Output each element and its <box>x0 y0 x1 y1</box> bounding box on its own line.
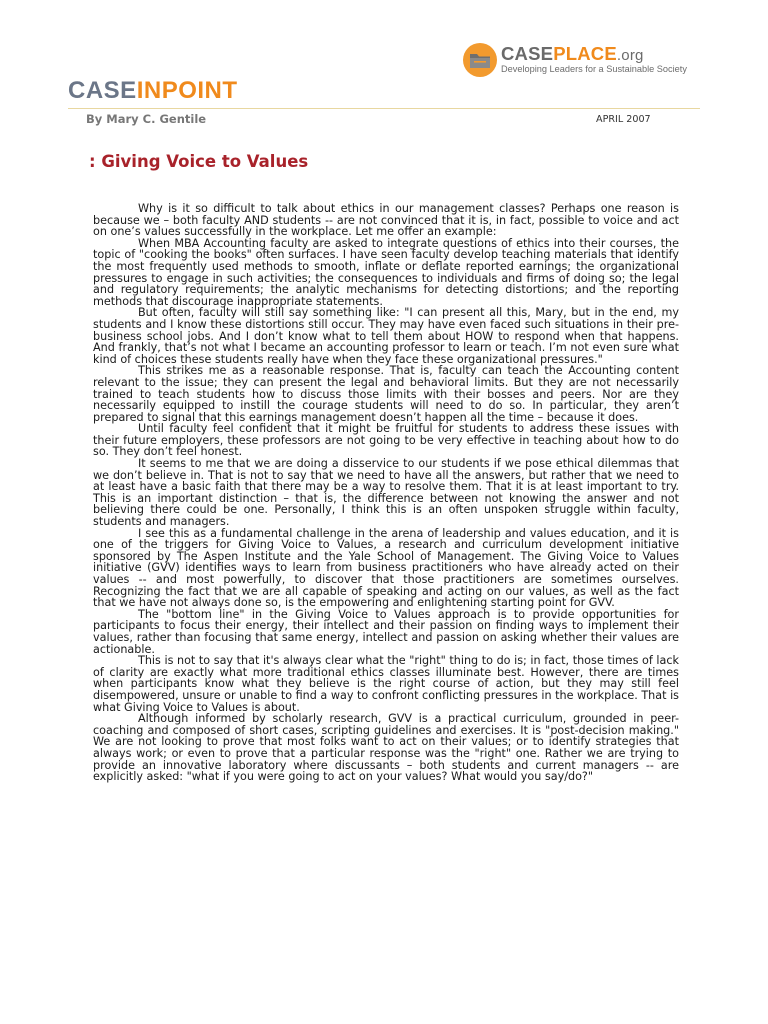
paragraph: When MBA Accounting faculty are asked to integrate questions of ethics into their courses, the topic of "cooking the books" often surfaces. I have seen faculty develop teaching materials that identify the most frequently used methods to smooth, inflate or deflate reported earnings; the organizational pressures to engage in such activities; the consequences to individuals and firms of doing so; the legal and regulatory requirements; the analytic mechanisms for detecting distortions; and the reporting methods that discourage inappropriate statements. <box>93 236 679 308</box>
folder-globe-icon <box>462 42 498 78</box>
article-title: : Giving Voice to Values <box>89 152 309 171</box>
article-body <box>93 203 679 783</box>
publication-date: APRIL 2007 <box>596 114 651 125</box>
paragraph: Although informed by scholarly research, GVV is a practical curriculum, grounded in peer-coaching and composed of short cases, scripting guidelines and exercises. It is "post-decision making." We are not looking to prove that most folks want to act on their values; or to identify strategies that always work; or even to prove that a particular response was the "right" one. Rather we are trying to provide an innovative laboratory where discussants – both students and current managers -- are explicitly asked: "what if you were going to act on your values? What would you say/do?" <box>93 712 679 784</box>
paragraph: The "bottom line" in the Giving Voice to Values approach is to provide opportunities for participants to focus their energy, their intellect and their passion on finding ways to implement their values, rather than focusing that same energy, intellect and passion on asking whether their values are actionable. <box>93 607 679 656</box>
paragraph: It seems to me that we are doing a disservice to our students if we pose ethical dilemmas that we don’t believe in. That is not to say that we need to have all the answers, but rather that we need to at least have a basic faith that there may be a way to resolve them. That it is at least important to try. This is an important distinction – that is, the difference between not knowing the answer and not believing there could be one. Personally, I think this is an often unspoken struggle within faculty, students and managers. <box>93 457 679 529</box>
paragraph: Why is it so difficult to talk about ethics in our management classes? Perhaps one reason is because we – both faculty AND students -- are not convinced that it is, in fact, possible to voice and act on one’s values successfully in the workplace. Let me offer an example: <box>93 202 679 239</box>
logo-name: CASEPLACE.org <box>501 43 644 64</box>
header-divider <box>68 108 700 109</box>
logo-tagline: Developing Leaders for a Sustainable Society <box>501 64 687 74</box>
paragraph: This strikes me as a reasonable response. That is, faculty can teach the Accounting content relevant to the issue; they can present the legal and behavioral limits. But they are not necessarily trained to teach students how to discuss those limits with their bosses and peers. Nor are they necessarily equipped to instill the courage students will need to do so. In particular, they aren’t prepared to signal that this earnings management doesn’t happen all the time – because it does. <box>93 364 679 424</box>
author-byline: By Mary C. Gentile <box>86 112 207 126</box>
paragraph: But often, faculty will still say something like: "I can present all this, Mary, but in the end, my students and I know these distortions still occur. They may have even faced such situations in their pre-business school jobs. And I don’t know what to tell them about HOW to respond when that happens. And frankly, that’s not what I became an accounting professor to learn or teach. I’m not even sure what kind of choices these students really have when they face these organizational pressures." <box>93 306 679 366</box>
paragraph: Until faculty feel confident that it might be fruitful for students to address these issues with their future employers, these professors are not going to be very effective in teaching about how to do so. They don’t feel honest. <box>93 422 679 459</box>
paragraph: This is not to say that it's always clear what the "right" thing to do is; in fact, those times of lack of clarity are exactly what more traditional ethics classes illuminate best. However, there are times when participants know what they believe is the right course of action, but they may still feel disempowered, unsure or unable to find a way to confront conflicting pressures in the workplace. That is what Giving Voice to Values is about. <box>93 654 680 714</box>
paragraph: I see this as a fundamental challenge in the arena of leadership and values education, and it is one of the triggers for Giving Voice to Values, a research and curriculum development initiative sponsored by The Aspen Institute and the Yale School of Management. The Giving Voice to Values initiative (GVV) identifies ways to learn from business practitioners who have already acted on their values -- and most powerfully, to discover that those practitioners are sometimes ourselves. Recognizing the fact that we are all capable of speaking and acting on our values, as well as the fact that we have not always done so, is the empowering and enlightening starting point for GVV. <box>93 526 679 610</box>
caseinpoint-brand: CASEINPOINT <box>68 77 238 104</box>
caseplace-logo[interactable] <box>462 42 702 82</box>
